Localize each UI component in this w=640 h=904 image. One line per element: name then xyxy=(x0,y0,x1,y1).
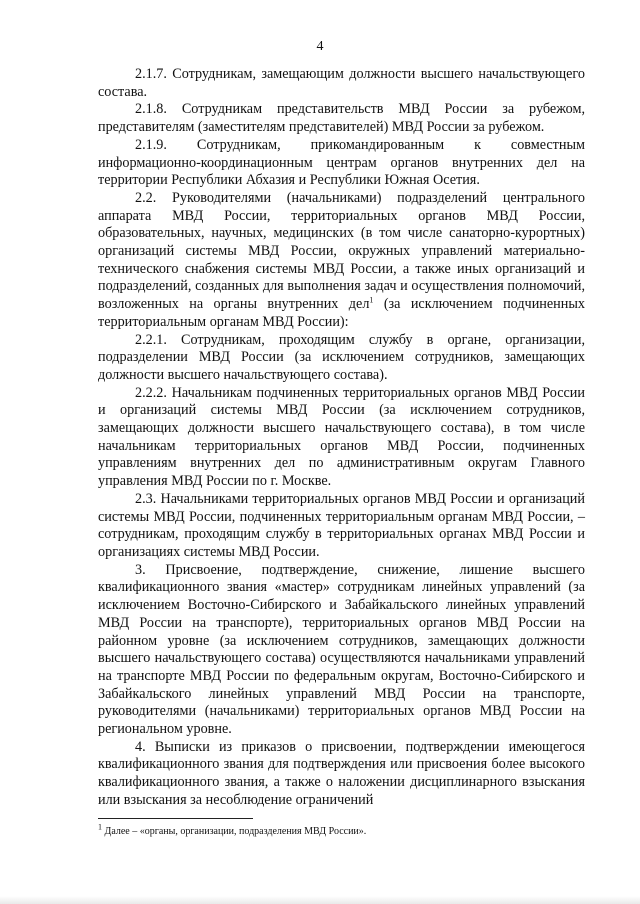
paragraph-2-2-1: 2.2.1. Сотрудникам, проходящим службу в органе, организации, подразделении МВД России (за исключением сотрудников, замещающих должности высшего начальствующего состава). xyxy=(98,331,585,383)
paragraph-2-2 xyxy=(98,190,585,332)
scan-edge xyxy=(0,896,640,904)
paragraph-2-2-text: 2.2. Руководителями (начальниками) подразделений центрального аппарата МВД России, территориальных органов МВД России, образовательных, научных, медицинских (в том числе санаторно-курортных) организаций системы МВД России, окружных управлений материально-технического снабжения системы МВД России, а также иных организаций и подразделений, созданных для выполнения задач и осуществления полномочий, возложенных на органы внутренних дел xyxy=(98,189,585,313)
paragraph-2-1-7: 2.1.7. Сотрудникам, замещающим должности высшего начальствующего состава. xyxy=(98,66,585,100)
paragraph-2-1-9: 2.1.9. Сотрудникам, прикомандированным к совместным информационно-координационным центрам органов внутренних дел на территории Республики Абхазия и Республики Южная Осетия. xyxy=(98,136,585,189)
footnote-divider xyxy=(98,818,253,819)
paragraph-2-1-8: 2.1.8. Сотрудникам представительств МВД России за рубежом, представителям (заместителям представителей) МВД России за рубежом. xyxy=(98,101,585,136)
footnote-marker: 1 xyxy=(98,822,102,832)
paragraph-3: 3. Присвоение, подтверждение, снижение, лишение высшего квалификационного звания «мастер» сотрудникам линейных управлений (за исключением Восточно-Сибирского и Забайкальского линейных управлений МВД России на транспорте), территориальных органов МВД России на районном уровне (за исключением сотрудников, замещающих должности высшего начальствующего состава) осуществляются начальниками управлений на транспорте МВД России по федеральным округам, Восточно-Сибирского и Забайкальского линейных управлений МВД России на транспорте, руководителями (начальниками) территориальных органов МВД России на региональном уровне. xyxy=(98,561,585,738)
footnote-reference: 1 xyxy=(369,295,374,305)
paragraph-2-3: 2.3. Начальниками территориальных органов МВД России и организаций системы МВД России, подчиненных территориальным органам МВД России, – сотрудникам, проходящим службу в территориальных органах МВД России и организациях системы МВД России. xyxy=(98,490,585,560)
document-body xyxy=(98,66,585,810)
footnote-text: Далее – «органы, организации, подразделения МВД России». xyxy=(104,826,367,837)
paragraph-4: 4. Выписки из приказов о присвоении, подтверждении имеющегося квалификационного звания для подтверждения или присвоения более высокого квалификационного звания, а также о наложении дисциплинарного взыскания или взыскания за несоблюдение ограничений xyxy=(98,738,585,808)
paragraph-2-2-2: 2.2.2. Начальникам подчиненных территориальных органов МВД России и организаций системы МВД России (за исключением сотрудников, замещающих должности высшего начальствующего состава), в том числе начальникам территориальных органов МВД России, подчиненных управлениям внутренних дел по административным округам Главного управления МВД России по г. Москве. xyxy=(98,384,585,490)
paragraph-2-2-tail: (за исключением подчиненных территориальным органам МВД России): xyxy=(98,296,585,330)
page-number: 4 xyxy=(316,39,324,54)
footnote xyxy=(98,822,585,838)
